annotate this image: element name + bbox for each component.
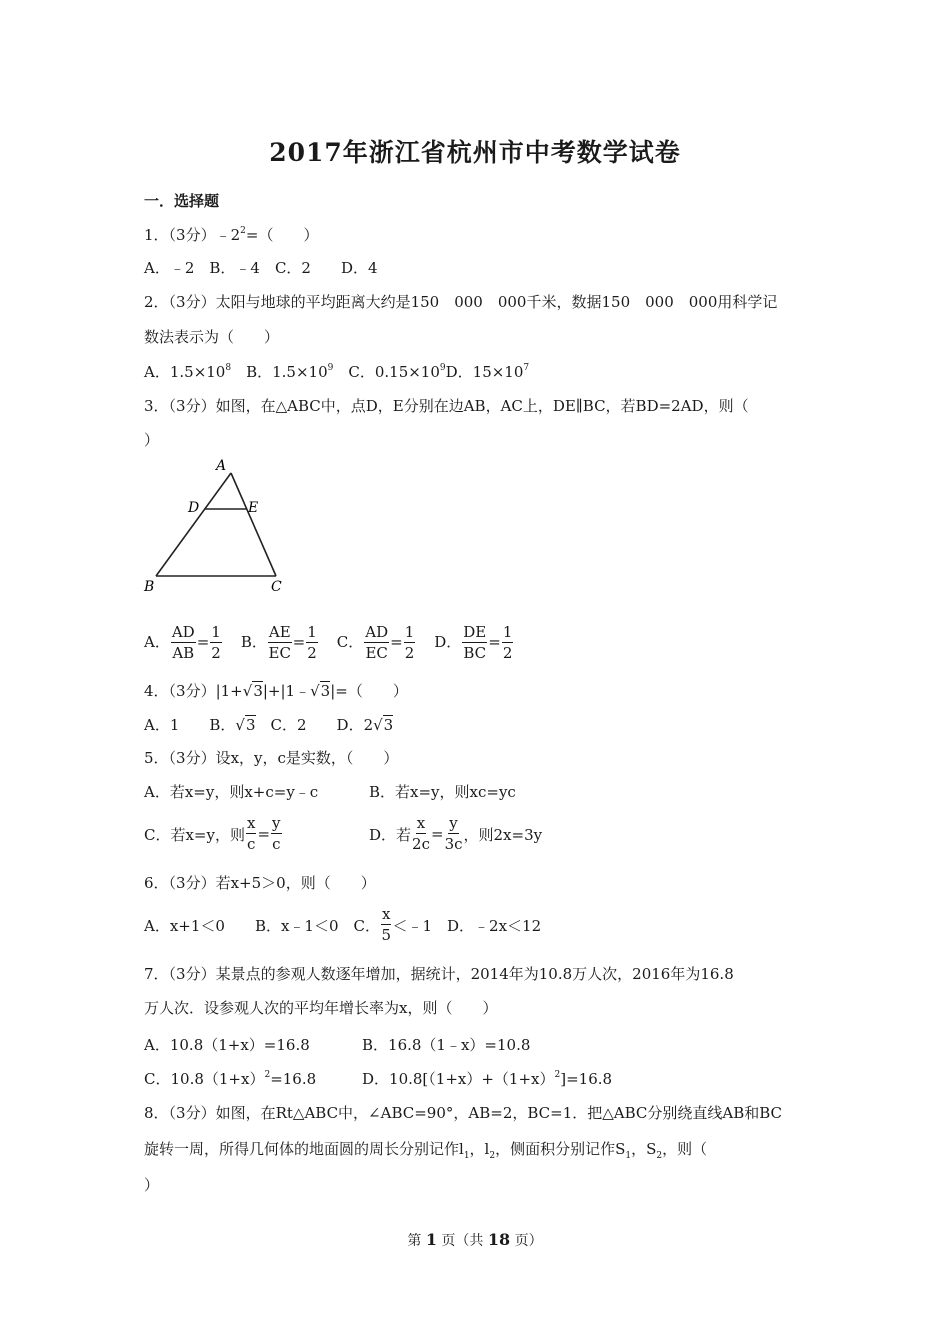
vertex-a-label: A xyxy=(216,458,227,474)
page-total: 18 xyxy=(487,1230,511,1249)
option-a: A． $\frac{AD}{AB}$ = $\frac{1}{2}$ xyxy=(144,623,221,662)
option-b: B． $\frac{AE}{EC}$ = $\frac{1}{2}$ xyxy=(240,623,317,662)
question-3-options xyxy=(144,625,514,661)
option-c: C． $\frac{AD}{EC}$ = $\frac{1}{2}$ xyxy=(336,623,415,662)
question-3: 3．（3分）如图，在△ABC中，点D，E分别在边AB，AC上，DE∥BC，若BD=2AD，则（ xyxy=(144,397,749,415)
question-2-options: A．$1.5\times 10^8$ B．$1.5\times 10^9$ C．$0.15\times 10^9D$．$15\times 10^7$ xyxy=(144,363,530,381)
question-3-cont: ） xyxy=(144,431,160,449)
question-5-option-c: C．若x=y，则 $\frac{x}{c}$ = $\frac{y}{c}$ xyxy=(144,814,281,853)
question-1-options: A．﹣2 B．﹣4 C．2 D．4 xyxy=(144,259,378,277)
question-4-options: A．1 B．√3 C．2 D．2√3 xyxy=(144,716,394,734)
vertex-b-label: B xyxy=(144,579,155,595)
question-5: 5．（3分）设x，y，c是实数，（ ） xyxy=(144,749,399,767)
side-ab xyxy=(156,473,231,576)
question-2: 2．（3分）太阳与地球的平均距离大约是150 000 000千米，数据150 000 000用科学记 xyxy=(144,293,778,311)
question-7-option-c: C．$10.8(1+x)^2=16.8$ xyxy=(144,1070,317,1088)
triangle-figure xyxy=(140,455,300,595)
question-2-cont: 数法表示为（ ） xyxy=(144,328,280,346)
vertex-c-label: C xyxy=(271,579,282,595)
question-8-end: ） xyxy=(144,1176,160,1194)
question-6: 6．（3分）若x+5＞0，则（ ） xyxy=(144,874,376,892)
question-8: 8．（3分）如图，在Rt△ABC中，∠ABC=90°，AB=2，BC=1．把△ABC分别绕直线AB和BC xyxy=(144,1104,783,1122)
question-7-cont: 万人次．设参观人次的平均年增长率为x，则（ ） xyxy=(144,999,498,1017)
vertex-e-label: E xyxy=(248,500,259,516)
page-title: 2017年浙江省杭州市中考数学试卷 xyxy=(269,138,681,167)
question-7-option-a: A．10.8（1+x）=16.8 xyxy=(144,1036,310,1054)
section-heading: 一．选择题 xyxy=(144,192,220,210)
question-7-option-b: B．16.8（1﹣x）=10.8 xyxy=(362,1036,531,1054)
question-5-option-b: B．若x=y，则xc=yc xyxy=(369,783,516,801)
question-5-option-a: A．若x=y，则x+c=y﹣c xyxy=(144,783,319,801)
question-7: 7．（3分）某景点的参观人数逐年增加，据统计，2014年为10.8万人次，2016年为16.8 xyxy=(144,965,734,983)
side-ac xyxy=(231,473,276,576)
page-number: 1 xyxy=(425,1230,437,1249)
question-6-options: A．x+1＜0 B．x﹣1＜0 C． $\frac{x}{5}$ ＜﹣1 D．﹣2x＜12 xyxy=(144,905,542,944)
option-d: D． $\frac{DE}{BC}$ = $\frac{1}{2}$ xyxy=(434,623,513,662)
question-4: 4．（3分）|1+√3|+|1﹣√3|=（ ） xyxy=(144,682,408,700)
question-7-option-d: D．$10.8[(1+x)+(1+x)^2]=16.8$ xyxy=(362,1070,613,1088)
question-8-cont: 旋转一周，所得几何体的地面圆的周长分别记作$l_1$，$l_2$，侧面积分别记作$S_1$，$S_2$，则（ xyxy=(144,1140,708,1161)
question-5-option-d: D．若 $\frac{x}{2c}$ = $\frac{y}{3c}$ ，则2x=3y xyxy=(369,814,543,853)
question-1: 1．（3分）$﹣2^2=$（ ） xyxy=(144,226,319,244)
vertex-d-label: D xyxy=(188,500,200,516)
page-footer: 第 1 页（共 18 页） xyxy=(407,1230,543,1249)
